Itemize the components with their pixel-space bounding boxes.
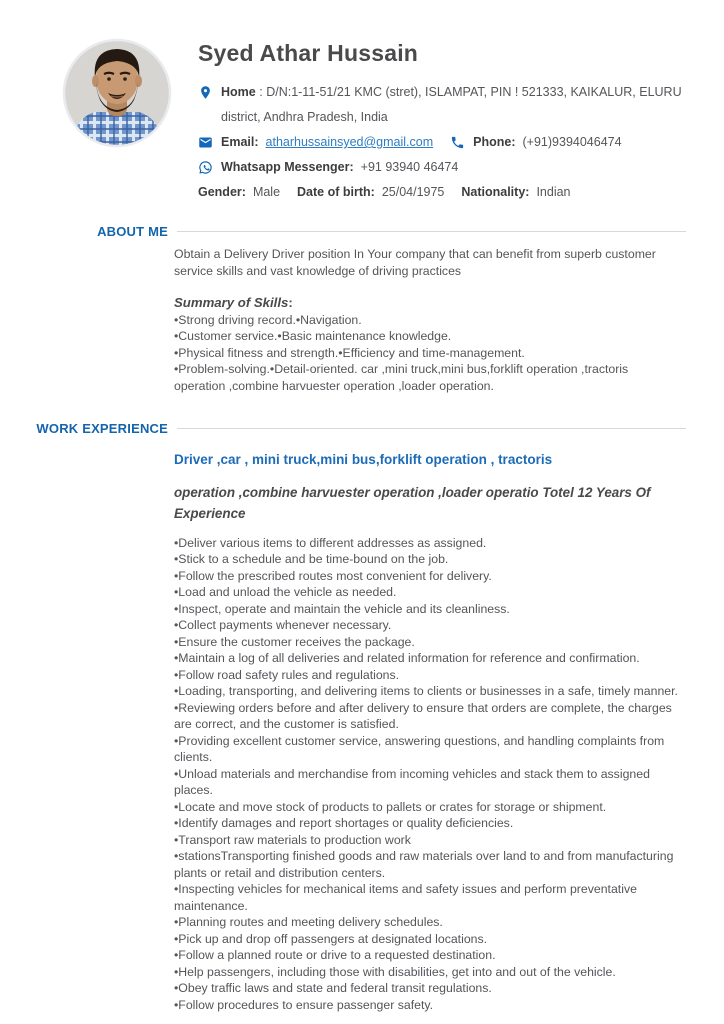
phone-icon — [450, 135, 466, 150]
duty-item: •Inspecting vehicles for mechanical items and safety issues and perform preventative maintenance. — [174, 882, 637, 913]
duty-item: •Maintain a log of all deliveries and related information for reference and confirmation. — [174, 651, 640, 665]
phone-label: Phone: — [473, 135, 516, 149]
nationality-value: Indian — [536, 185, 571, 199]
duty-item: •Collect payments whenever necessary. — [174, 618, 392, 632]
phone-value: (+91)9394046474 — [522, 135, 622, 149]
whatsapp-label: Whatsapp Messenger: — [221, 160, 354, 174]
duty-item: •Identify damages and report shortages or quality deficiencies. — [174, 816, 514, 830]
skills-heading — [174, 295, 680, 312]
duty-item: •Follow road safety rules and regulations. — [174, 667, 400, 682]
job-subtitle: operation ,combine harvuester operation ,loader operatio Totel 12 Years Of Experience — [174, 484, 651, 521]
section-about-me — [0, 224, 724, 394]
whatsapp-value: +91 93940 46474 — [360, 160, 459, 174]
duty-item: •Follow procedures to ensure passenger safety. — [174, 997, 434, 1012]
personal-details-row — [198, 180, 686, 205]
skill-item: •Customer service.•Basic maintenance knowledge. — [174, 329, 452, 343]
duty-item: •Ensure the customer receives the package. — [174, 634, 415, 649]
gender-label: Gender: — [198, 185, 246, 199]
home-address — [221, 80, 686, 130]
duty-item: •Locate and move stock of products to pallets or crates for storage or shipment. — [174, 799, 607, 814]
skills-heading-colon: : — [288, 295, 293, 310]
page-title: Syed Athar Hussain — [198, 40, 419, 66]
home-address-row — [198, 80, 686, 130]
header-info — [198, 38, 686, 205]
skill-item: •Strong driving record.•Navigation. — [174, 312, 362, 327]
whatsapp-row — [198, 155, 686, 180]
objective-text: Obtain a Delivery Driver position In Your company that can benefit from superb customer service skills and vast knowledge of driving practices — [174, 247, 656, 278]
about-me-header — [0, 224, 724, 239]
contact-block — [198, 80, 686, 205]
duty-item: •Unload materials and merchandise from incoming vehicles and stack them to assigned places. — [174, 766, 650, 797]
duty-item: •Loading, transporting, and delivering items to clients or businesses in a safe, timely manner. — [174, 684, 678, 698]
duty-item: •Providing excellent customer service, answering questions, and handling complaints from clients. — [174, 733, 665, 764]
duty-item: •stationsTransporting finished goods and raw materials over land to and from manufacturing plants or retail and distribution centers. — [174, 849, 674, 880]
work-experience-header — [0, 421, 724, 436]
duty-item: •Stick to a schedule and be time-bound on the job. — [174, 552, 449, 566]
header — [0, 0, 724, 205]
profile-photo-image — [62, 38, 172, 148]
duty-item: •Transport raw materials to production work — [174, 832, 411, 847]
location-pin-icon — [198, 85, 214, 100]
skill-item: •Problem-solving.•Detail-oriented. car ,mini truck,mini bus,forklift operation ,tractoris operation ,combine harvuester operation ,loader operation. — [174, 362, 629, 393]
about-me-title: ABOUT ME — [97, 224, 168, 239]
home-value: D/N:1-11-51/21 KMC (stret), ISLAMPAT, PIN ! 521333, KAIKALUR, ELURU district, Andhra Pradesh, India — [221, 85, 682, 124]
skills-list — [174, 312, 680, 395]
skills-heading-text: Summary of Skills — [174, 295, 289, 310]
duty-item: •Follow the prescribed routes most convenient for delivery. — [174, 568, 492, 583]
skill-item: •Physical fitness and strength.•Efficiency and time-management. — [174, 345, 525, 360]
home-separator: : — [259, 85, 263, 99]
dob-label: Date of birth: — [297, 185, 375, 199]
gender-value: Male — [252, 185, 281, 199]
duty-item: •Reviewing orders before and after delivery to ensure that orders are complete, the charges are correct, and the customer is satisfied. — [174, 700, 672, 731]
duty-item: •Deliver various items to different addresses as assigned. — [174, 535, 487, 550]
duty-item: •Inspect, operate and maintain the vehicle and its cleanliness. — [174, 601, 510, 616]
duty-item: •Pick up and drop off passengers at designated locations. — [174, 931, 488, 946]
section-divider — [177, 231, 686, 232]
work-experience-content — [174, 452, 680, 1013]
email-label: Email: — [221, 135, 259, 149]
email-phone-row — [198, 130, 686, 155]
dob-value: 25/04/1975 — [381, 185, 445, 199]
duties-list — [174, 535, 680, 1014]
job-title: Driver ,car , mini truck,mini bus,forklift operation , tractoris — [174, 452, 553, 467]
home-label: Home — [221, 85, 256, 99]
about-me-content — [174, 246, 680, 394]
duty-item: •Obey traffic laws and state and federal transit regulations. — [174, 981, 492, 995]
section-divider — [177, 428, 686, 429]
work-experience-title: WORK EXPERIENCE — [36, 421, 168, 436]
nationality-label: Nationality: — [461, 185, 530, 199]
email-icon — [198, 135, 214, 150]
duty-item: •Follow a planned route or drive to a requested destination. — [174, 948, 496, 962]
section-work-experience — [0, 421, 724, 1013]
duty-item: •Help passengers, including those with disabilities, get into and out of the vehicle. — [174, 964, 616, 979]
whatsapp-icon — [198, 160, 214, 175]
profile-photo — [62, 38, 172, 148]
email-link[interactable]: atharhussainsyed@gmail.com — [265, 135, 434, 149]
duty-item: •Planning routes and meeting delivery schedules. — [174, 915, 443, 929]
duty-item: •Load and unload the vehicle as needed. — [174, 585, 397, 599]
